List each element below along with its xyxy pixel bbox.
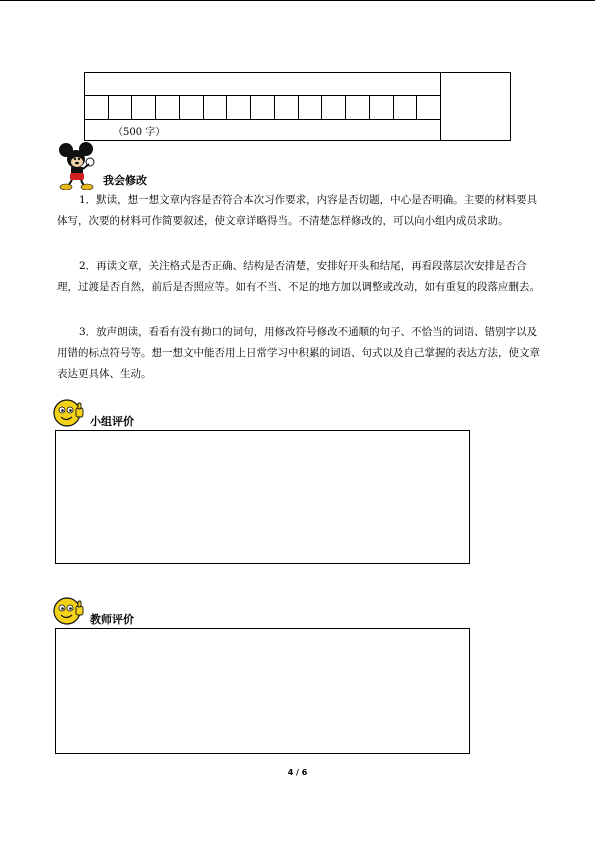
grid-cell[interactable] xyxy=(204,95,228,119)
teacher-eval-title: 教师评价 xyxy=(90,613,134,626)
grid-cell-row xyxy=(85,95,440,119)
grid-cell[interactable] xyxy=(109,95,133,119)
teacher-eval-box[interactable] xyxy=(55,628,470,754)
grid-cell[interactable] xyxy=(322,95,346,119)
word-count-label: （500 字） xyxy=(113,127,166,138)
mickey-mouse-icon xyxy=(56,142,100,190)
revise-paragraph-1: 1．默读，想一想文章内容是否符合本次习作要求，内容是否切题，中心是否明确。主要的材料要具体写，次要的材料可作简要叙述，使文章详略得当。不清楚怎样修改的，可以向小组内成员求助。 xyxy=(57,194,538,227)
grid-cell[interactable] xyxy=(156,95,180,119)
thumbs-up-smiley-icon xyxy=(52,398,86,428)
grid-cell[interactable] xyxy=(275,95,299,119)
grid-cell[interactable] xyxy=(299,95,323,119)
grid-cell[interactable] xyxy=(180,95,204,119)
revise-paragraph-3: 3．放声朗读，看看有没有拗口的词句，用修改符号修改不通顺的句子、不恰当的词语、错别字以及用错的标点符号等。想一想文中能否用上日常学习中积累的词语、句式以及自己掌握的表达方法，使文章表达更具体、生动。 xyxy=(57,326,540,380)
grid-line xyxy=(85,119,440,120)
grid-cell[interactable] xyxy=(132,95,156,119)
group-eval-title: 小组评价 xyxy=(90,415,134,428)
grid-cell[interactable] xyxy=(394,95,418,119)
grid-cell[interactable] xyxy=(85,95,109,119)
page-number: 4 / 6 xyxy=(287,768,308,777)
grid-cell[interactable] xyxy=(251,95,275,119)
grid-cell[interactable] xyxy=(370,95,394,119)
revise-section-title: 我会修改 xyxy=(103,174,147,187)
group-eval-box[interactable] xyxy=(55,430,470,564)
grid-margin-line xyxy=(440,73,441,140)
grid-cell[interactable] xyxy=(346,95,370,119)
writing-grid xyxy=(84,72,511,141)
grid-cell[interactable] xyxy=(227,95,251,119)
revise-paragraph-2: 2．再读文章，关注格式是否正确、结构是否清楚，安排好开头和结尾，再看段落层次安排是否合理，过渡是否自然，前后是否照应等。如有不当、不足的地方加以调整或改动，如有重复的段落应删去。 xyxy=(57,260,540,293)
top-rule xyxy=(0,0,595,1)
grid-cell[interactable] xyxy=(417,95,440,119)
thumbs-up-smiley-icon xyxy=(52,596,86,626)
